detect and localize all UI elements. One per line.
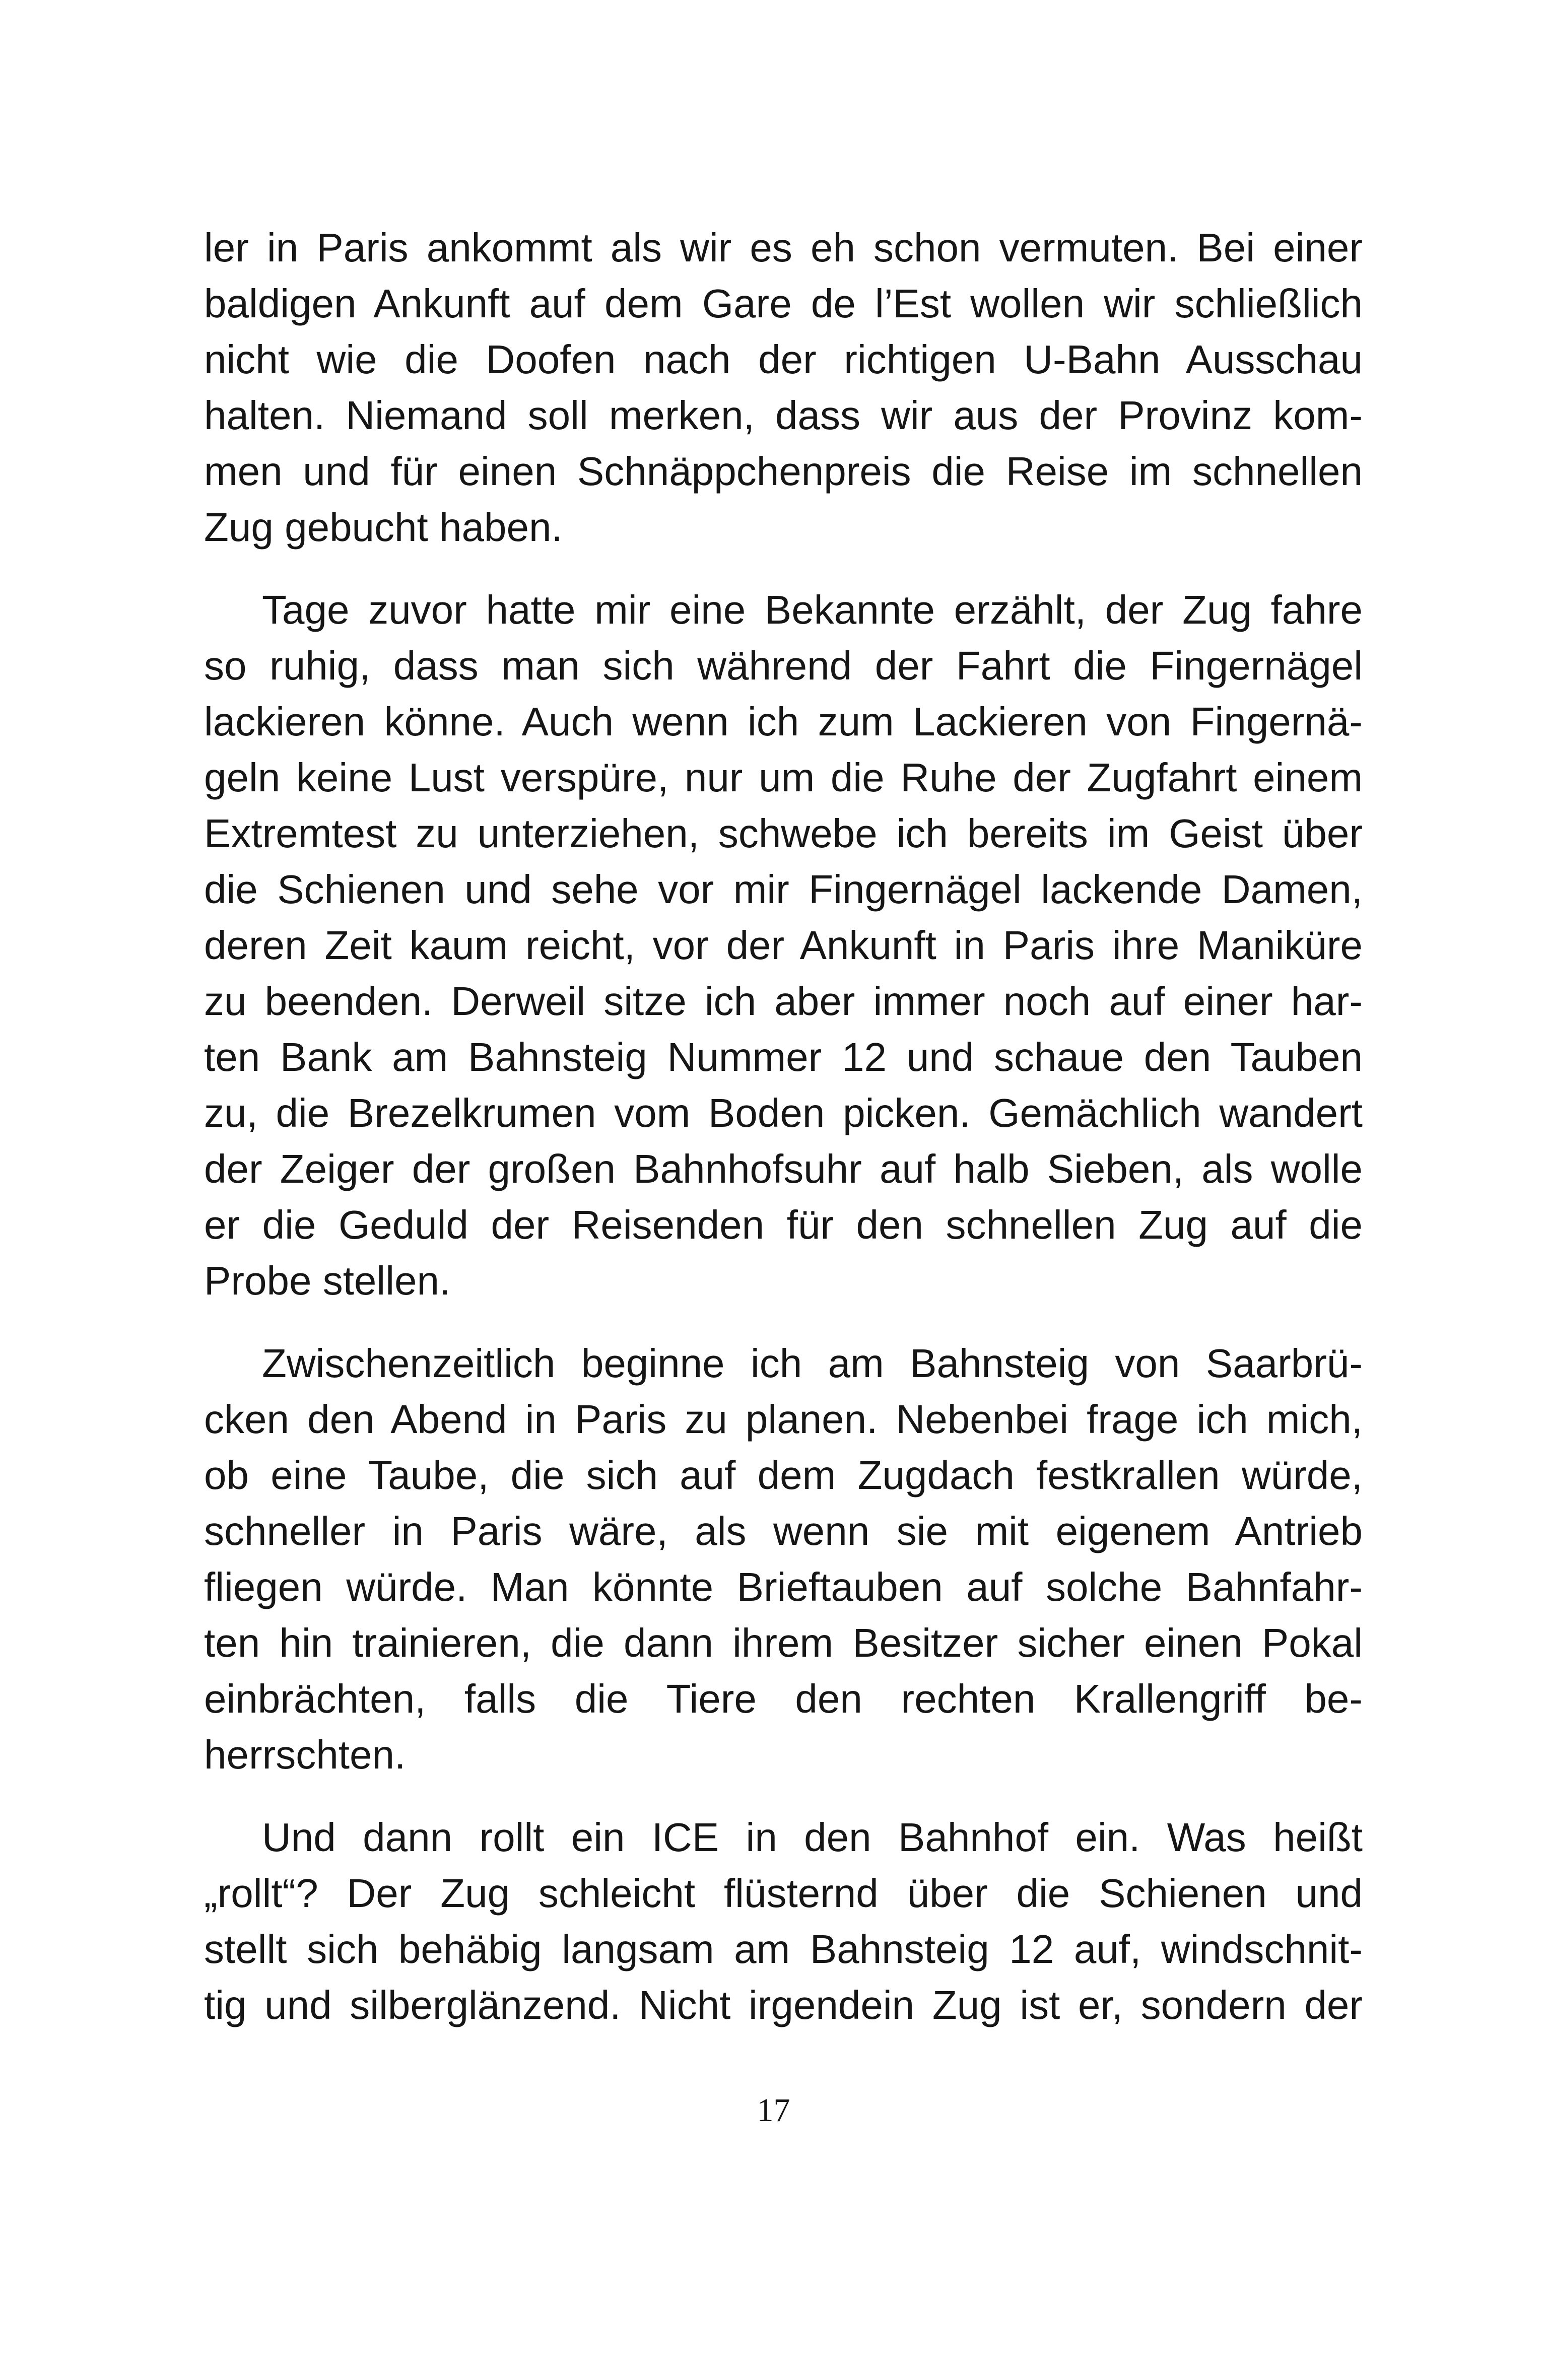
- text-line: Probe stellen.: [204, 1258, 451, 1303]
- text-line: Extremtest zu unterziehen, schwebe ich bereits im Geist über: [204, 811, 1363, 856]
- paragraph-4: [204, 1809, 1363, 2033]
- text-line: Und dann rollt ein ICE in den Bahnhof ein. Was heißt: [262, 1815, 1363, 1860]
- text-line: nicht wie die Doofen nach der richtigen U-Bahn Ausschau: [204, 337, 1363, 382]
- text-line: men und für einen Schnäppchenpreis die Reise im schnellen: [204, 449, 1363, 494]
- text-line: Zwischenzeitlich beginne ich am Bahnsteig von Saarbrü-: [262, 1341, 1363, 1386]
- text-line: „rollt“? Der Zug schleicht flüsternd über die Schienen und: [204, 1871, 1363, 1916]
- text-line: ob eine Taube, die sich auf dem Zugdach festkrallen würde,: [204, 1453, 1363, 1498]
- text-line: ten hin trainieren, die dann ihrem Besitzer sicher einen Pokal: [204, 1620, 1363, 1665]
- text-line: einbrächten, falls die Tiere den rechten Krallengriff be-: [204, 1676, 1363, 1721]
- text-line: schneller in Paris wäre, als wenn sie mit eigenem Antrieb: [204, 1509, 1363, 1553]
- text-line: lackieren könne. Auch wenn ich zum Lackieren von Fingernä-: [204, 699, 1363, 744]
- text-line: cken den Abend in Paris zu planen. Nebenbei frage ich mich,: [204, 1397, 1363, 1442]
- text-line: herrschten.: [204, 1732, 406, 1777]
- text-line: tig und silberglänzend. Nicht irgendein Zug ist er, sondern der: [204, 1983, 1363, 2027]
- text-line: der Zeiger der großen Bahnhofsuhr auf halb Sieben, als wolle: [204, 1146, 1363, 1191]
- paragraph-3: [204, 1335, 1363, 1783]
- text-line: ler in Paris ankommt als wir es eh schon vermuten. Bei einer: [204, 225, 1363, 270]
- text-line: ten Bank am Bahnsteig Nummer 12 und schaue den Tauben: [204, 1035, 1363, 1079]
- paragraph-2: [204, 582, 1363, 1309]
- text-line: Zug gebucht haben.: [204, 505, 563, 550]
- text-line: zu beenden. Derweil sitze ich aber immer noch auf einer har-: [204, 979, 1363, 1024]
- text-line: Tage zuvor hatte mir eine Bekannte erzählt, der Zug fahre: [262, 587, 1363, 632]
- text-line: zu, die Brezelkrumen vom Boden picken. Gemächlich wandert: [204, 1091, 1363, 1135]
- text-line: deren Zeit kaum reicht, vor der Ankunft in Paris ihre Maniküre: [204, 923, 1363, 968]
- text-line: baldigen Ankunft auf dem Gare de l’Est wollen wir schließlich: [204, 281, 1363, 326]
- body-text: [204, 220, 1363, 2033]
- text-line: er die Geduld der Reisenden für den schnellen Zug auf die: [204, 1202, 1363, 1247]
- page-number: 17: [757, 2092, 790, 2129]
- text-line: die Schienen und sehe vor mir Fingernägel lackende Damen,: [204, 867, 1363, 912]
- text-line: so ruhig, dass man sich während der Fahrt die Fingernägel: [204, 643, 1363, 688]
- text-line: geln keine Lust verspüre, nur um die Ruhe der Zugfahrt einem: [204, 755, 1363, 800]
- text-line: stellt sich behäbig langsam am Bahnsteig 12 auf, windschnit-: [204, 1927, 1363, 1971]
- paragraph-1: [204, 220, 1363, 555]
- text-line: halten. Niemand soll merken, dass wir aus der Provinz kom-: [204, 393, 1363, 438]
- text-line: fliegen würde. Man könnte Brieftauben auf solche Bahnfahr-: [204, 1565, 1363, 1609]
